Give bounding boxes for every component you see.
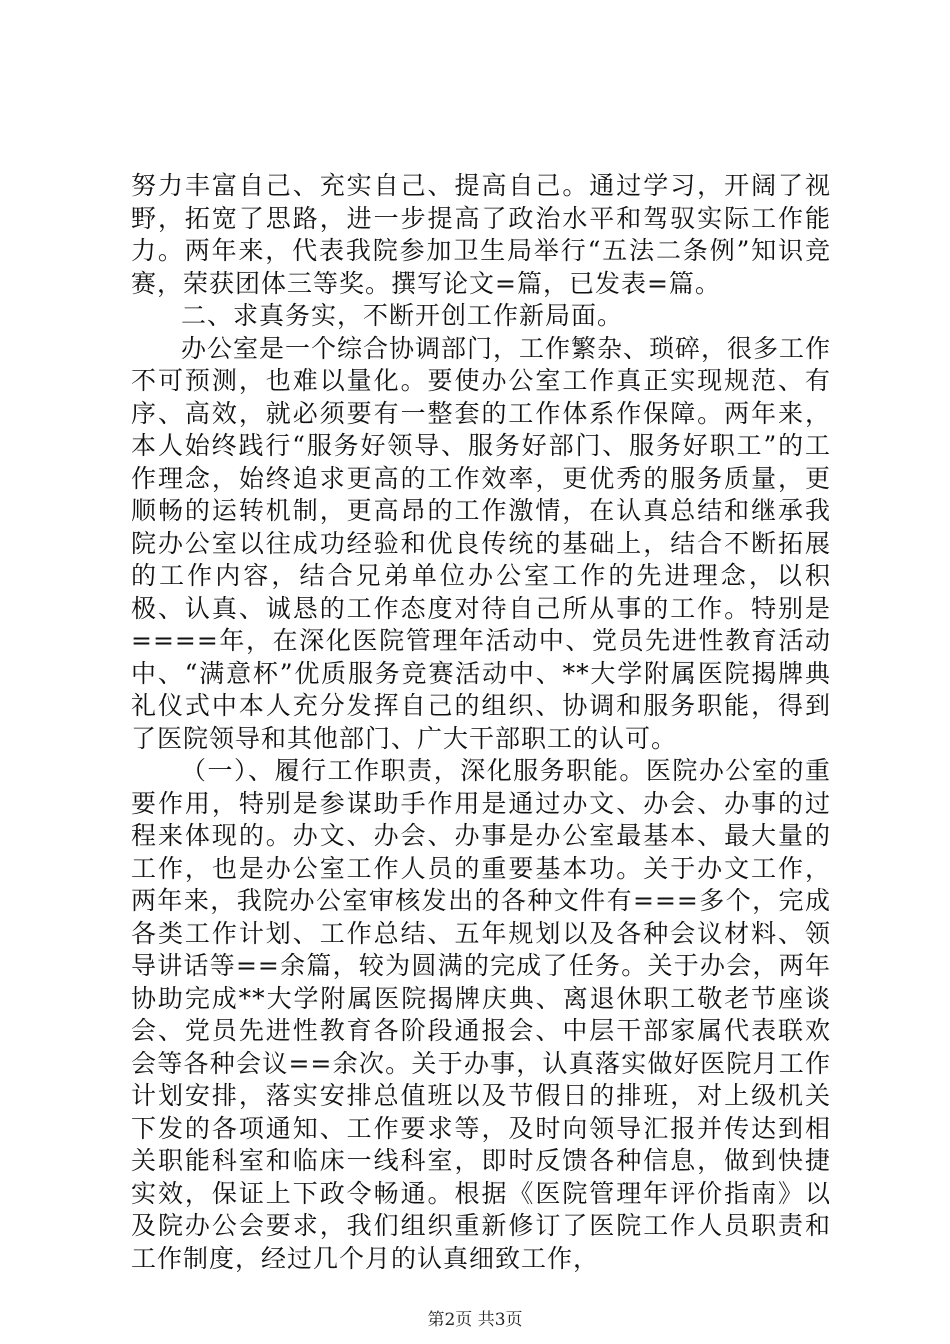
document-body — [131, 170, 831, 1275]
paragraph-3: 办公室是一个综合协调部门，工作繁杂、琐碎，很多工作不可预测，也难以量化。要使办公室工作真正实现规范、有序、高效，就必须要有一整套的工作体系作保障。两年来，本人始终践行“服务好领导、服务好部门、服务好职工”的工作理念，始终追求更高的工作效率，更优秀的服务质量，更顺畅的运转机制，更高昂的工作激情，在认真总结和继承我院办公室以往成功经验和优良传统的基础上，结合不断拓展的工作内容，结合兄弟单位办公室工作的先进理念，以积极、认真、诚恳的工作态度对待自己所从事的工作。特别是====年，在深化医院管理年活动中、党员先进性教育活动中、“满意杯”优质服务竞赛活动中、**大学附属医院揭牌典礼仪式中本人充分发挥自己的组织、协调和服务职能，得到了医院领导和其他部门、广大干部职工的认可。 — [131, 333, 832, 753]
section-heading-2: 二、求真务实，不断开创工作新局面。 — [181, 301, 624, 330]
paragraph-4: （一）、履行工作职责，深化服务职能。医院办公室的重要作用，特别是参谋助手作用是通过办文、办会、办事的过程来体现的。办文、办会、办事是办公室最基本、最大量的工作，也是办公室工作人员的重要基本功。关于办文工作，两年来，我院办公室审核发出的各种文件有===多个，完成各类工作计划、工作总结、五年规划以及各种会议材料、领导讲话等==余篇，较为圆满的完成了任务。关于办会，两年协助完成**大学附属医院揭牌庆典、离退休职工敬老节座谈会、党员先进性教育各阶段通报会、中层干部家属代表联欢会等各种会议==余次。关于办事，认真落实做好医院月工作计划安排，落实安排总值班以及节假日的排班，对上级机关下发的各项通知、工作要求等，及时向领导汇报并传达到相关职能科室和临床一线科室，即时反馈各种信息，做到快捷实效，保证上下政令畅通。根据《医院管理年评价指南》以及院办公会要求，我们组织重新修订了医院工作人员职责和工作制度，经过几个月的认真细致工作， — [131, 756, 831, 1273]
page-footer: 第2页 共3页 — [427, 1310, 523, 1330]
paragraph-1: 努力丰富自己、充实自己、提高自己。通过学习，开阔了视野，拓宽了思路，进一步提高了政治水平和驾驭实际工作能力。两年来，代表我院参加卫生局举行“五法二条例”知识竞赛，荣获团体三等奖。撰写论文=篇，已发表=篇。 — [131, 171, 831, 298]
